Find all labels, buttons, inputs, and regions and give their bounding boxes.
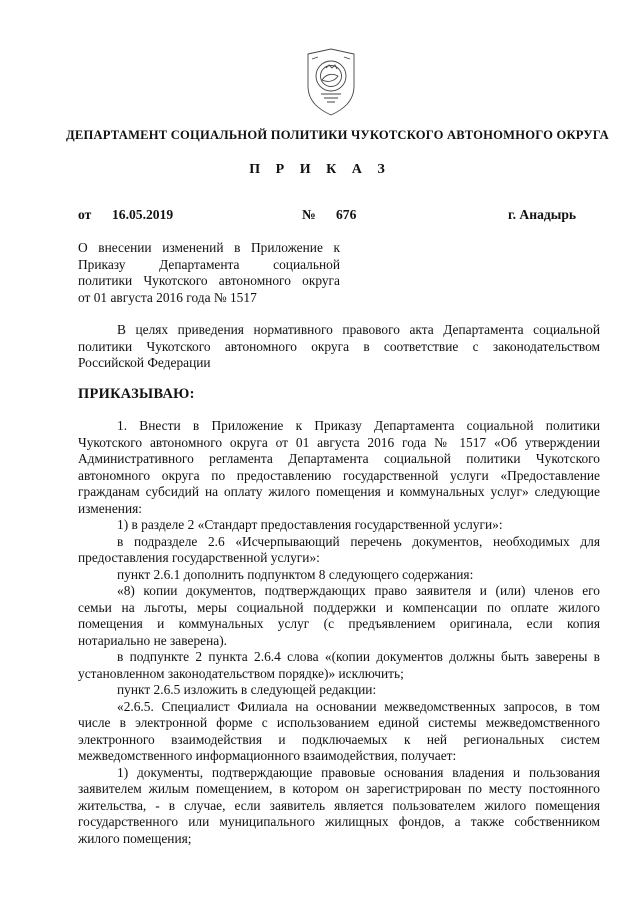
body-line: государственного или муниципального жилищных фондов, а также собственником bbox=[78, 814, 600, 829]
body-line: «2.6.5. Специалист Филиала на основании межведомственных запросов, в том bbox=[117, 698, 600, 714]
body-line: Чукотского автономного округа от 01 августа 2016 года № 1517 «Об утверждении bbox=[78, 434, 600, 450]
preamble-line: политики Чукотского автономного округа в соответствие с законодательством bbox=[78, 338, 600, 354]
body-line: 1. Внести в Приложение к Приказу Департамента социальной политики bbox=[117, 418, 600, 433]
body-line: в подразделе 2.6 «Исчерпывающий перечень документов, необходимых для bbox=[117, 533, 600, 549]
body-line: Административного регламента Департамента социальной политики Чукотского bbox=[78, 451, 600, 466]
body-line: заявителем жилым помещением, в котором он зарегистрирован по месту постоянного bbox=[78, 781, 600, 796]
body-line: межведомственного информационного взаимодействия, получает: bbox=[78, 748, 457, 763]
body-line: семьи на льготы, меры социальной поддержки и компенсации по оплате жилого bbox=[78, 599, 600, 615]
body-line: 1) в разделе 2 «Стандарт предоставления государственной услуги»: bbox=[117, 517, 503, 532]
body-line: в подпункте 2 пункта 2.6.4 слова «(копии документов должны быть заверены в bbox=[117, 649, 600, 664]
body-line: «8) копии документов, подтверждающих право заявителя и (или) членов его bbox=[117, 583, 600, 598]
body-line: помещения и коммунальных услуг (с предъявлением оригинала, если копия bbox=[78, 616, 600, 631]
body-line: числе в электронной форме с использованием единой системы межведомственного bbox=[78, 715, 600, 730]
orders-heading: ПРИКАЗЫВАЮ: bbox=[78, 386, 195, 402]
body-line: изменения: bbox=[78, 500, 143, 516]
order-number: 676 bbox=[336, 207, 357, 222]
number-label: № bbox=[302, 207, 316, 222]
body-line: 1) документы, подтверждающие правовые основания владения и пользования bbox=[117, 764, 600, 780]
preamble-line: В целях приведения нормативного правового акта Департамента социальной bbox=[117, 322, 600, 337]
body-line: жилого помещения; bbox=[78, 830, 192, 846]
body-line: гражданам субсидий на оплату жилого помещения и коммунальных услуг» следующие bbox=[78, 484, 600, 499]
body-line: установленном законодательством порядке)» исключить; bbox=[78, 665, 404, 681]
body-line: пункт 2.6.1 дополнить подпунктом 8 следующего содержания: bbox=[117, 566, 474, 582]
body-line: предоставления государственной услуги»: bbox=[78, 550, 320, 565]
preamble-line: Российской Федерации bbox=[78, 355, 211, 370]
city: г. Анадырь bbox=[508, 207, 577, 222]
body-line: пункт 2.6.5 изложить в следующей редакции: bbox=[117, 682, 377, 697]
department-name: ДЕПАРТАМЕНТ СОЦИАЛЬНОЙ ПОЛИТИКИ ЧУКОТСКОГО АВТОНОМНОГО ОКРУГА bbox=[66, 128, 609, 142]
preamble bbox=[78, 322, 600, 372]
from-label: от bbox=[78, 207, 92, 222]
body-line: нотариально не заверена). bbox=[78, 632, 227, 648]
order-subject bbox=[78, 240, 340, 306]
order-date: 16.05.2019 bbox=[112, 207, 174, 222]
order-body bbox=[78, 418, 600, 847]
body-line: автономного округа по предоставлению государственной услуги «Предоставление bbox=[78, 467, 600, 483]
subject-line: Приказу Департамента социальной bbox=[78, 256, 340, 272]
subject-line: от 01 августа 2016 года № 1517 bbox=[78, 289, 257, 305]
body-line: жительства, - в случае, если заявитель является пользователем жилого помещения bbox=[78, 797, 600, 813]
document-title: П Р И К А З bbox=[249, 162, 391, 177]
emblem-icon bbox=[302, 46, 360, 118]
body-line: электронного взаимодействия и подключаемых к ней региональных систем bbox=[78, 731, 600, 747]
subject-line: политики Чукотского автономного округа bbox=[78, 273, 340, 288]
subject-line: О внесении изменений в Приложение к bbox=[78, 240, 340, 255]
